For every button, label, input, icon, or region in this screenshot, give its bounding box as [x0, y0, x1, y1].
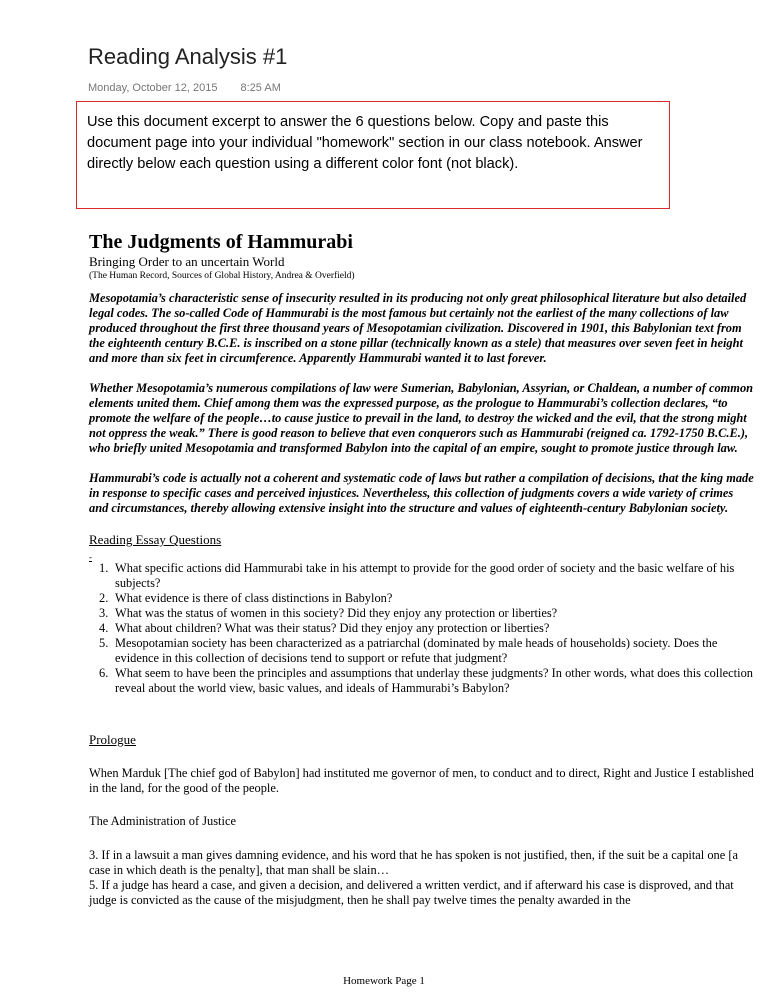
instruction-box: Use this document excerpt to answer the 6 questions below. Copy and paste this document page into your individual "homework" section in our class notebook. Answer directly below each question using a different color font (not black). — [76, 101, 670, 209]
question-text: What about children? What was their status? Did they enjoy any protection or liberties? — [115, 621, 550, 635]
administration-heading: The Administration of Justice — [89, 814, 236, 828]
page-date: Monday, October 12, 2015 — [88, 82, 218, 94]
question-text: What evidence is there of class distinctions in Babylon? — [115, 591, 393, 605]
question-number: 1. — [99, 561, 109, 575]
question-item — [89, 591, 754, 606]
law-5-text: 5. If a judge has heard a case, and given a decision, and delivered a written verdict, and if afterward his case is disproved, and that judge is convicted as the cause of the misjudgment, then he shall pay twelve times the penalty awarded in the — [89, 878, 734, 907]
page-footer: Homework Page 1 — [343, 975, 425, 987]
page-title: Reading Analysis #1 — [88, 44, 288, 69]
document-subtitle: Bringing Order to an uncertain World — [89, 254, 285, 269]
question-item — [89, 666, 754, 696]
page-time: 8:25 AM — [240, 82, 281, 94]
prologue-heading: Prologue — [89, 732, 136, 747]
document-excerpt — [89, 230, 754, 908]
questions-heading: Reading Essay Questions — [89, 532, 222, 547]
question-text: Mesopotamian society has been characterized as a patriarchal (dominated by male heads of households) society. Does the evidence in this collection of decisions tend to support or refute that judgment? — [115, 636, 718, 665]
question-item — [89, 621, 754, 636]
intro-paragraph-1: Mesopotamia’s characteristic sense of insecurity resulted in its producing not only great philosophical literature but also detailed legal codes. The so-called Code of Hammurabi is the most famous but certainly not the earliest of the many collections of law produced throughout the first three thousand years of Mesopotamian civilization. Discovered in 1901, this Babylonian text from the eighteenth century B.C.E. is inscribed on a stone pillar (technically known as a stele) that measures over seven feet in height and more than six feet in circumference. Apparently Hammurabi wanted it to last forever. — [89, 291, 747, 365]
page-timestamp — [88, 82, 281, 94]
question-item — [89, 561, 754, 591]
questions-list — [89, 561, 754, 696]
intro-paragraph-2: Whether Mesopotamia’s numerous compilations of law were Sumerian, Babylonian, Assyrian, or Chaldean, a number of common elements united them. Chief among them was the expressed purpose, as the prologue to Hammurabi’s collection declares, “to promote the welfare of the people…to cause justice to prevail in the land, to destroy the wicked and the evil, that the strong might not oppress the weak.” There is good reason to believe that even conquerors such as Hammurabi (reigned ca. 1792-1750 B.C.E.), who briefly united Mesopotamia and transformed Babylon into the capital of an empire, sought to promote justice through law. — [89, 381, 754, 455]
law-3-text: 3. If in a lawsuit a man gives damning evidence, and his word that he has spoken is not justified, then, if the suit be a capital one [a case in which death is the penalty], that man shall be slain… — [89, 848, 738, 877]
question-number: 5. — [99, 636, 109, 650]
question-item — [89, 606, 754, 621]
prologue-text: When Marduk [The chief god of Babylon] had instituted me governor of men, to conduct and to direct, Right and Justice I established in the land, for the good of the people. — [89, 766, 754, 795]
questions-dash: - — [89, 552, 92, 562]
question-text: What was the status of women in this society? Did they enjoy any protection or liberties? — [115, 606, 558, 620]
document-source: (The Human Record, Sources of Global History, Andrea & Overfield) — [89, 271, 355, 281]
question-item — [89, 636, 754, 666]
document-title: The Judgments of Hammurabi — [89, 231, 353, 253]
question-number: 2. — [99, 591, 109, 605]
question-text: What specific actions did Hammurabi take in his attempt to provide for the good order of society and the basic welfare of his subjects? — [115, 561, 735, 590]
question-number: 6. — [99, 666, 109, 680]
intro-paragraph-3: Hammurabi’s code is actually not a coherent and systematic code of laws but rather a compilation of decisions, that the king made in response to specific cases and perceived injustices. Nevertheless, this collection of judgments covers a wide variety of crimes and circumstances, thereby allowing extensive insight into the structure and values of eighteenth-century Babylonian society. — [89, 471, 754, 515]
question-number: 4. — [99, 621, 109, 635]
question-number: 3. — [99, 606, 109, 620]
question-text: What seem to have been the principles and assumptions that underlay these judgments? In other words, what does this collection reveal about the world view, basic values, and ideals of Hammurabi’s Babylon? — [115, 666, 753, 695]
